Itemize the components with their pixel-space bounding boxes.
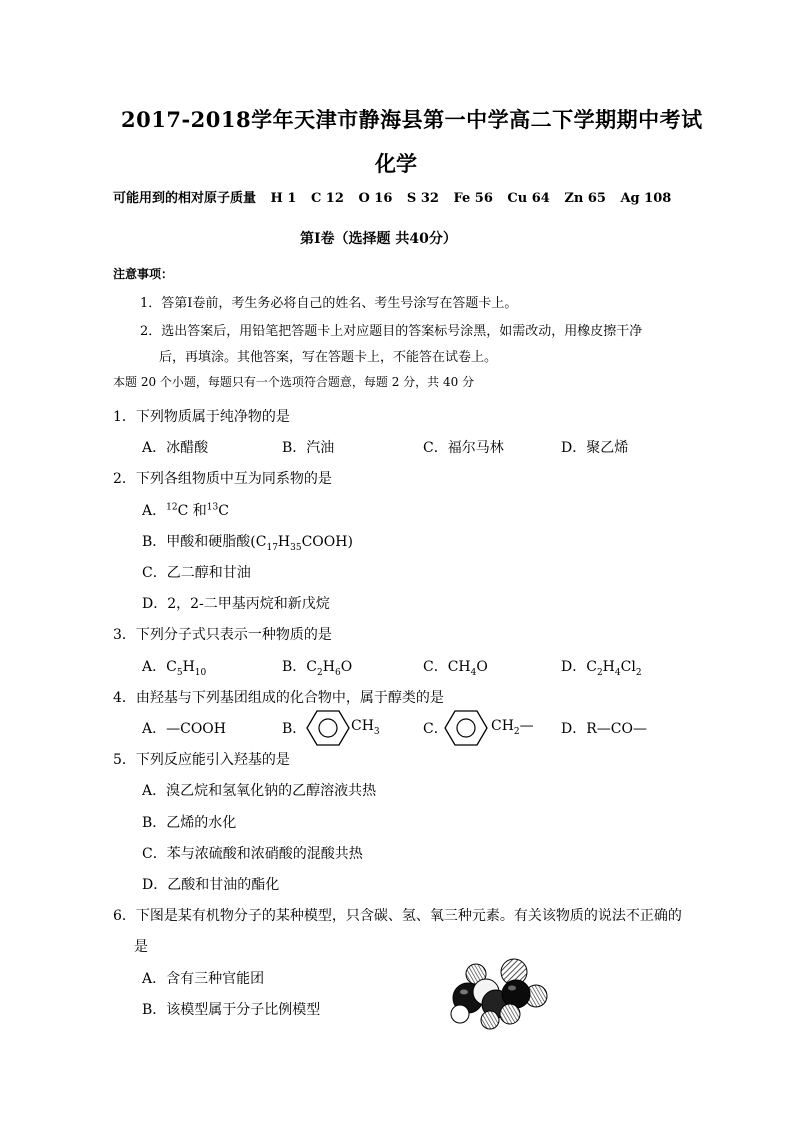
note-2-line-2: 后，再填涂。其他答案，写在答题卡上，不能答在试卷上。 [159,350,498,365]
atomic-mass-o: O 16 [358,191,393,206]
atomic-mass-s: S 32 [406,191,439,206]
question-2-option-a: A．$^{12}$C 和$^{13}$C [142,502,229,519]
atomic-mass-zn: Zn 65 [564,191,606,206]
notes-heading: 注意事项： [113,267,174,281]
question-5-option-d: D．乙酸和甘油的酯化 [142,877,280,893]
question-6-option-b: B．该模型属于分子比例模型 [142,1002,321,1018]
question-3-stem: 3．下列分子式只表示一种物质的是 [113,627,332,643]
note-2-line-1: 2．选出答案后，用铅笔把答题卡上对应题目的答案标号涂黑，如需改动，用橡皮擦干净 [140,324,643,339]
question-5-option-b: B．乙烯的水化 [142,815,237,831]
question-4-option-b-group: $CH_3$ [351,718,380,737]
question-1-stem: 1．下列物质属于纯净物的是 [113,409,290,425]
question-2-stem: 2．下列各组物质中互为同系物的是 [113,471,332,487]
exam-subject: 化学 [375,151,417,176]
question-4-option-c-group: $CH_2—$ [491,718,534,737]
question-3-option-d: D．$C_2H_4Cl_2$ [561,659,642,678]
question-5-stem: 5．下列反应能引入羟基的是 [113,752,290,768]
atomic-mass-h: H 1 [270,191,297,206]
section-title: 第Ⅰ卷（选择题 共40分） [300,231,457,247]
question-6-option-a: A．含有三种官能团 [142,971,265,987]
question-6-stem-line-1: 6．下图是某有机物分子的某种模型，只含碳、氢、氧三种元素。有关该物质的说法不正确的 [113,908,682,924]
atomic-masses-line [113,187,681,206]
question-6-stem-line-2: 是 [134,939,148,955]
atomic-mass-fe: Fe 56 [453,191,493,206]
note-1: 1．答第Ⅰ卷前，考生务必将自己的姓名、考生号涂写在答题卡上。 [140,296,518,311]
section-instruction: 本题 20 个小题，每题只有一个选项符合题意，每题 2 分，共 40 分 [113,375,475,389]
question-3-option-b: B．$C_2H_6O$ [282,659,353,678]
question-4-option-c-label: C． [423,721,448,737]
molecule-model-illustration [446,952,556,1034]
question-1-option-c: C．福尔马林 [423,440,504,456]
question-2-option-d: D．2，2-二甲基丙烷和新戊烷 [142,596,330,612]
question-2-option-c: C．乙二醇和甘油 [142,565,251,581]
exam-title: 2017-2018学年天津市静海县第一中学高二下学期期中考试 [121,107,703,132]
benzene-ring-icon [444,709,488,747]
question-4-stem: 4．由羟基与下列基团组成的化合物中，属于醇类的是 [113,690,444,706]
question-4-option-b-label: B． [282,721,307,737]
atomic-masses-label: 可能用到的相对原子质量 [113,191,257,206]
atomic-mass-c: C 12 [310,191,344,206]
question-5-option-c: C．苯与浓硫酸和浓硝酸的混酸共热 [142,846,363,862]
question-1-option-a: A．冰醋酸 [142,440,209,456]
question-1-option-b: B．汽油 [282,440,335,456]
atomic-mass-cu: Cu 64 [507,191,550,206]
question-4-option-d: D．R—CO— [561,721,647,737]
question-4-option-a: A．—COOH [142,721,226,737]
atomic-mass-ag: Ag 108 [620,191,672,206]
question-3-option-a: A．$C_5H_{10}$ [142,659,207,678]
benzene-ring-icon [306,709,350,747]
question-3-option-c: C．$CH_4O$ [423,659,488,678]
question-5-option-a: A．溴乙烷和氢氧化钠的乙醇溶液共热 [142,783,377,799]
question-1-option-d: D．聚乙烯 [561,440,629,456]
question-2-option-b: B．甲酸和硬脂酸$(C_{17}H_{35}COOH)$ [142,534,353,553]
